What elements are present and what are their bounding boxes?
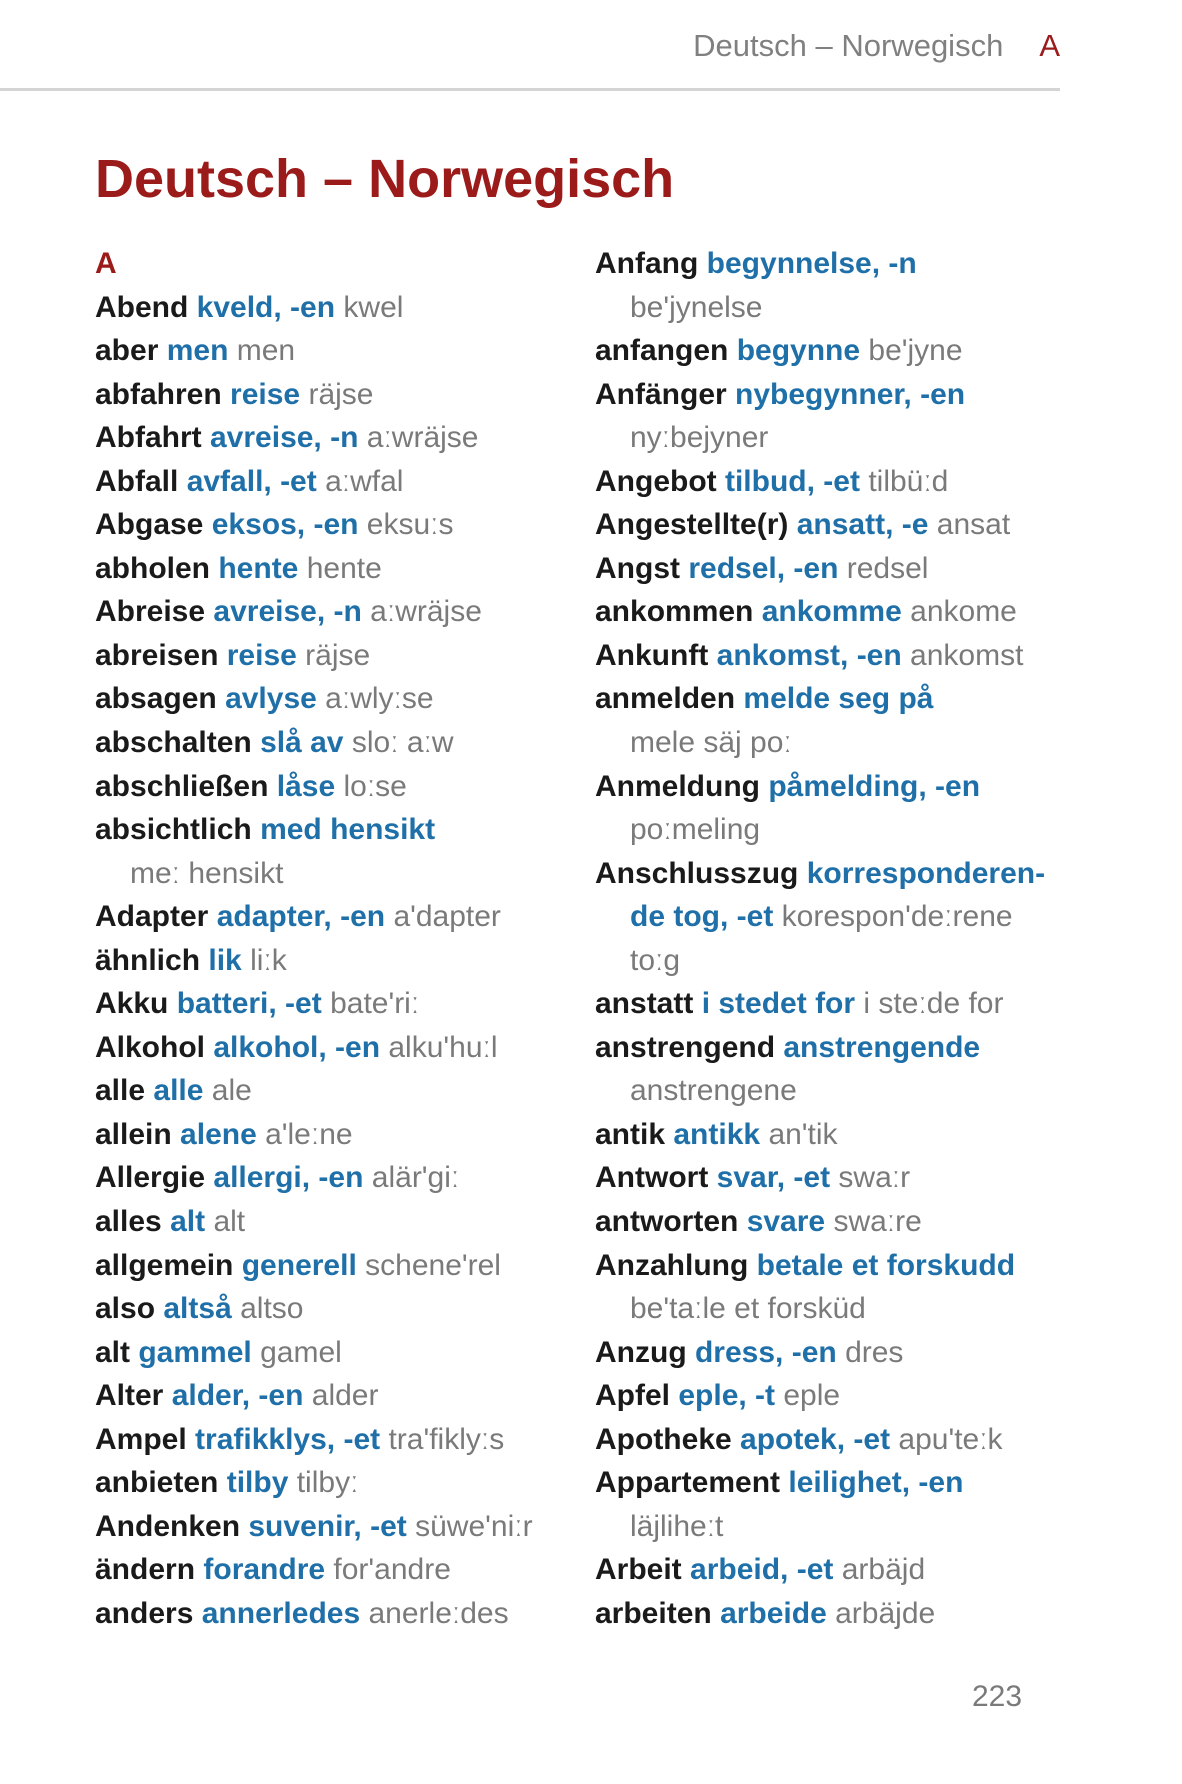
german-headword: Anmeldung [595, 769, 760, 803]
pronunciation: tilbüːd [868, 464, 949, 498]
german-headword: Alter [95, 1379, 164, 1413]
dictionary-entry [595, 242, 1095, 286]
pronunciation: eple [783, 1379, 841, 1413]
pronunciation: alder [311, 1379, 379, 1413]
dictionary-entry [595, 373, 1095, 417]
running-head [0, 28, 1060, 64]
norwegian-translation: batteri, -et [176, 987, 322, 1021]
german-headword: Andenken [95, 1509, 241, 1543]
norwegian-translation: ankomst, -en [716, 638, 902, 672]
pronunciation: i steːde for [863, 987, 1004, 1021]
dictionary-entry [95, 547, 595, 591]
norwegian-translation: leilighet, -en [788, 1466, 964, 1500]
pronunciation: ale [211, 1074, 252, 1108]
german-headword: alles [95, 1205, 162, 1239]
norwegian-translation: melde seg på [743, 682, 934, 716]
german-headword: absichtlich [95, 813, 252, 847]
german-headword: anders [95, 1596, 194, 1630]
right-column [595, 242, 1095, 1636]
dictionary-entry [95, 721, 595, 765]
entry-continuation [595, 286, 1095, 330]
german-headword: antworten [595, 1205, 739, 1239]
dictionary-entry [95, 1548, 595, 1592]
pronunciation: swaːre [833, 1205, 922, 1239]
norwegian-translation: slå av [260, 726, 344, 760]
norwegian-translation: dress, -en [694, 1335, 837, 1369]
letter-heading: A [95, 247, 117, 280]
pronunciation: schene'rel [365, 1248, 501, 1282]
dictionary-entry [595, 1244, 1095, 1288]
pronunciation: aːwräjse [370, 595, 482, 629]
dictionary-entry [95, 1461, 595, 1505]
german-headword: anmelden [595, 682, 736, 716]
german-headword: Ampel [95, 1422, 187, 1456]
norwegian-translation: forandre [203, 1553, 326, 1587]
german-headword: Allergie [95, 1161, 206, 1195]
pronunciation: men [236, 334, 296, 368]
norwegian-translation: arbeid, -et [690, 1553, 834, 1587]
norwegian-translation: eksos, -en [211, 508, 359, 542]
german-headword: Antwort [595, 1161, 709, 1195]
dictionary-entry [95, 939, 595, 983]
pronunciation: arbäjd [841, 1553, 926, 1587]
pronunciation: hente [306, 551, 382, 585]
pronunciation: nyːbejyner [630, 421, 769, 455]
norwegian-translation: alt [170, 1205, 206, 1239]
dictionary-entry [95, 1156, 595, 1200]
pronunciation: a'dapter [393, 900, 501, 934]
german-headword: Akku [95, 987, 169, 1021]
pronunciation: eksuːs [366, 508, 454, 542]
german-headword: Angebot [595, 464, 717, 498]
pronunciation: be'jynelse [630, 290, 763, 324]
norwegian-translation: de tog, -et [630, 900, 774, 934]
pronunciation: ansat [936, 508, 1011, 542]
running-head-title: Deutsch – Norwegisch [693, 28, 1004, 63]
entry-continuation [595, 895, 1095, 939]
pronunciation: läjliheːt [630, 1509, 724, 1543]
dictionary-entry [595, 982, 1095, 1026]
entry-continuation [595, 939, 1095, 983]
pronunciation: arbäjde [835, 1596, 936, 1630]
dictionary-entry [595, 590, 1095, 634]
pronunciation: swaːr [838, 1161, 911, 1195]
norwegian-translation: ankomme [761, 595, 902, 629]
german-headword: Arbeit [595, 1553, 682, 1587]
pronunciation: kwel [343, 290, 404, 324]
norwegian-translation: tilby [226, 1466, 289, 1500]
dictionary-entry [595, 765, 1095, 809]
german-headword: Abreise [95, 595, 206, 629]
entry-continuation [95, 852, 595, 896]
dictionary-entry [595, 677, 1095, 721]
dictionary-entry [95, 590, 595, 634]
norwegian-translation: annerledes [201, 1596, 361, 1630]
norwegian-translation: avfall, -et [186, 464, 317, 498]
dictionary-entry [595, 1026, 1095, 1070]
pronunciation: be'taːle et forsküd [630, 1292, 866, 1326]
dictionary-entry [595, 1200, 1095, 1244]
german-headword: Ankunft [595, 638, 709, 672]
norwegian-translation: svare [746, 1205, 826, 1239]
german-headword: Abfahrt [95, 421, 202, 455]
pronunciation: dres [845, 1335, 904, 1369]
dictionary-entry [595, 1331, 1095, 1375]
dictionary-entry [95, 634, 595, 678]
pronunciation: alt [213, 1205, 246, 1239]
pronunciation: aːwfal [325, 464, 404, 498]
german-headword: absagen [95, 682, 217, 716]
dictionary-entry [95, 1592, 595, 1636]
norwegian-translation: alkohol, -en [213, 1030, 381, 1064]
entry-continuation [595, 721, 1095, 765]
dictionary-entry [95, 895, 595, 939]
norwegian-translation: med hensikt [260, 813, 436, 847]
dictionary-entry [95, 1200, 595, 1244]
pronunciation: ankome [910, 595, 1017, 629]
norwegian-translation: reise [230, 377, 301, 411]
german-headword: abreisen [95, 638, 219, 672]
norwegian-translation: alder, -en [171, 1379, 304, 1413]
pronunciation: loːse [343, 769, 407, 803]
dictionary-entry [95, 1418, 595, 1462]
pronunciation: anerleːdes [368, 1596, 509, 1630]
header-divider [0, 88, 1060, 91]
german-headword: abfahren [95, 377, 222, 411]
german-headword: arbeiten [595, 1596, 712, 1630]
pronunciation: alku'huːl [388, 1030, 498, 1064]
dictionary-entry [595, 547, 1095, 591]
norwegian-translation: allergi, -en [213, 1161, 364, 1195]
norwegian-translation: korresponderen- [806, 856, 1046, 890]
norwegian-translation: eple, -t [678, 1379, 776, 1413]
pronunciation: tilbyː [296, 1466, 359, 1500]
dictionary-entry [595, 634, 1095, 678]
norwegian-translation: trafikklys, -et [195, 1422, 381, 1456]
norwegian-translation: alene [180, 1117, 257, 1151]
german-headword: antik [595, 1117, 666, 1151]
german-headword: alt [95, 1335, 131, 1369]
norwegian-translation: begynne [736, 334, 861, 368]
pronunciation: toːg [630, 943, 681, 977]
dictionary-entry [95, 286, 595, 330]
dictionary-entry [95, 808, 595, 852]
german-headword: alle [95, 1074, 146, 1108]
dictionary-entry [595, 852, 1095, 896]
dictionary-entry [95, 765, 595, 809]
dictionary-entry [95, 1113, 595, 1157]
german-headword: abschalten [95, 726, 252, 760]
pronunciation: räjse [305, 638, 371, 672]
german-headword: Angestellte(r) [595, 508, 789, 542]
pronunciation: redsel [846, 551, 929, 585]
norwegian-translation: låse [276, 769, 336, 803]
norwegian-translation: generell [241, 1248, 357, 1282]
norwegian-translation: begynnelse, -n [706, 247, 917, 280]
entry-continuation [595, 1505, 1095, 1549]
dictionary-entry [95, 1026, 595, 1070]
pronunciation: süwe'niːr [415, 1509, 533, 1543]
dictionary-entry [95, 373, 595, 417]
german-headword: Abgase [95, 508, 204, 542]
dictionary-entry [595, 1374, 1095, 1418]
entry-continuation [595, 808, 1095, 852]
pronunciation: poːmeling [630, 813, 761, 847]
german-headword: Anfänger [595, 377, 727, 411]
norwegian-translation: antikk [673, 1117, 761, 1151]
norwegian-translation: anstrengende [783, 1030, 981, 1064]
dictionary-entry [595, 329, 1095, 373]
pronunciation: a'leːne [265, 1117, 353, 1151]
dictionary-entry [95, 1244, 595, 1288]
german-headword: Anzug [595, 1335, 687, 1369]
german-headword: also [95, 1292, 156, 1326]
german-headword: anfangen [595, 334, 729, 368]
dictionary-entry [595, 1461, 1095, 1505]
norwegian-translation: arbeide [720, 1596, 827, 1630]
norwegian-translation: redsel, -en [688, 551, 839, 585]
german-headword: anbieten [95, 1466, 219, 1500]
dictionary-entry [95, 1505, 595, 1549]
norwegian-translation: tilbud, -et [724, 464, 860, 498]
german-headword: anstatt [595, 987, 694, 1021]
german-headword: abschließen [95, 769, 269, 803]
german-headword: allein [95, 1117, 172, 1151]
entry-continuation [595, 1069, 1095, 1113]
norwegian-translation: suvenir, -et [248, 1509, 407, 1543]
pronunciation: räjse [308, 377, 374, 411]
dictionary-entry [95, 329, 595, 373]
german-headword: Angst [595, 551, 680, 585]
norwegian-translation: påmelding, -en [768, 769, 981, 803]
norwegian-translation: gammel [138, 1335, 252, 1369]
german-headword: abholen [95, 551, 211, 585]
dictionary-entry [595, 1418, 1095, 1462]
dictionary-entry [595, 503, 1095, 547]
dictionary-entry [95, 460, 595, 504]
norwegian-translation: avreise, -n [213, 595, 362, 629]
german-headword: ähnlich [95, 943, 201, 977]
norwegian-translation: nybegynner, -en [735, 377, 966, 411]
pronunciation: liːk [250, 943, 287, 977]
pronunciation: apu'teːk [898, 1422, 1003, 1456]
german-headword: Anzahlung [595, 1248, 749, 1282]
norwegian-translation: avlyse [225, 682, 317, 716]
german-headword: Alkohol [95, 1030, 205, 1064]
german-headword: Appartement [595, 1466, 781, 1500]
norwegian-translation: lik [208, 943, 242, 977]
pronunciation: tra'fiklyːs [388, 1422, 505, 1456]
german-headword: Abend [95, 290, 189, 324]
pronunciation: aːwräjse [366, 421, 479, 455]
norwegian-translation: hente [218, 551, 299, 585]
pronunciation: meː hensikt [130, 856, 284, 890]
dictionary-entry [595, 1156, 1095, 1200]
running-head-letter: A [1039, 28, 1060, 63]
german-headword: Anschlusszug [595, 856, 799, 890]
norwegian-translation: alle [153, 1074, 204, 1108]
norwegian-translation: betale et forskudd [756, 1248, 1016, 1282]
dictionary-entry [595, 1548, 1095, 1592]
german-headword: Abfall [95, 464, 179, 498]
pronunciation: mele säj poː [630, 726, 792, 760]
page-number: 223 [972, 1680, 1023, 1713]
dictionary-entry [595, 460, 1095, 504]
norwegian-translation: apotek, -et [740, 1422, 891, 1456]
dictionary-entry [95, 503, 595, 547]
german-headword: Apotheke [595, 1422, 732, 1456]
norwegian-translation: adapter, -en [216, 900, 386, 934]
norwegian-translation: i stedet for [701, 987, 856, 1021]
pronunciation: aːwlyːse [325, 682, 434, 716]
norwegian-translation: men [166, 334, 229, 368]
page-title: Deutsch – Norwegisch [95, 149, 675, 209]
norwegian-translation: reise [226, 638, 297, 672]
dictionary-entry [595, 1592, 1095, 1636]
pronunciation: alär'giː [371, 1161, 460, 1195]
entry-continuation [595, 1287, 1095, 1331]
pronunciation: for'andre [333, 1553, 451, 1587]
dictionary-entry [595, 1113, 1095, 1157]
norwegian-translation: kveld, -en [196, 290, 336, 324]
dictionary-entry [95, 677, 595, 721]
german-headword: Anfang [595, 247, 699, 280]
pronunciation: bate'riː [330, 987, 420, 1021]
pronunciation: an'tik [768, 1117, 838, 1151]
left-column [95, 242, 595, 1636]
norwegian-translation: avreise, -n [210, 421, 359, 455]
dictionary-entry [95, 1374, 595, 1418]
dictionary-entry [95, 416, 595, 460]
german-headword: anstrengend [595, 1030, 776, 1064]
norwegian-translation: svar, -et [716, 1161, 831, 1195]
german-headword: ändern [95, 1553, 196, 1587]
german-headword: Adapter [95, 900, 209, 934]
dictionary-entry [95, 1331, 595, 1375]
pronunciation: ankomst [910, 638, 1024, 672]
pronunciation: altso [240, 1292, 304, 1326]
pronunciation: korespon'deːrene [781, 900, 1013, 934]
german-headword: ankommen [595, 595, 754, 629]
dictionary-entry [95, 982, 595, 1026]
norwegian-translation: altså [163, 1292, 232, 1326]
pronunciation: be'jyne [868, 334, 963, 368]
dictionary-entry [95, 1287, 595, 1331]
dictionary-entry [95, 1069, 595, 1113]
german-headword: allgemein [95, 1248, 234, 1282]
german-headword: aber [95, 334, 159, 368]
pronunciation: gamel [260, 1335, 342, 1369]
german-headword: Apfel [595, 1379, 670, 1413]
norwegian-translation: ansatt, -e [796, 508, 929, 542]
entry-continuation [595, 416, 1095, 460]
pronunciation: sloː aːw [351, 726, 454, 760]
pronunciation: anstrengene [630, 1074, 797, 1108]
